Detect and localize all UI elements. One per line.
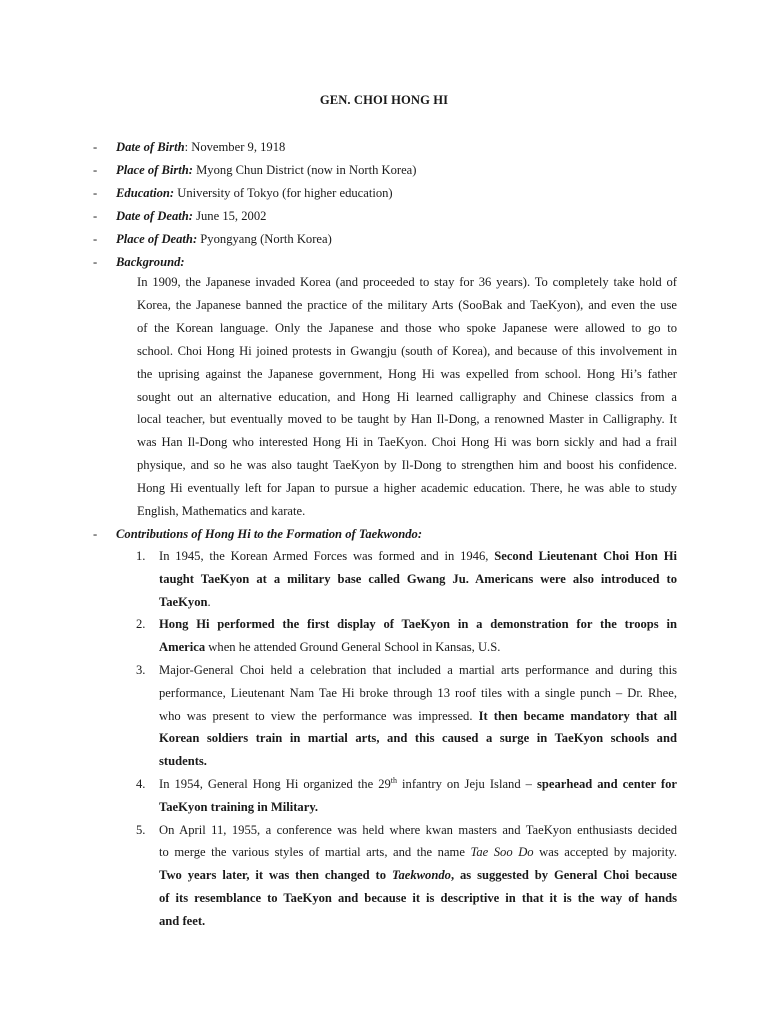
paragraph-line: the uprising against the Japanese government, Hong Hi was expelled from school. Hong Hi’s father <box>137 366 677 381</box>
contributions-section <box>0 523 768 546</box>
paragraph-line: Korea, the Japanese banned the practice of the military Arts (SooBak and TaeKyon), and even the use <box>137 297 677 312</box>
contributions-heading-row <box>0 523 768 546</box>
list-item: 4. In 1954, General Hong Hi organized the 29th infantry on Jeju Island – spearhead and center for TaeKyon training in Military. <box>0 773 768 819</box>
fact-label: Education: <box>116 186 175 200</box>
item-number: 3. <box>136 662 146 677</box>
fact-value: Myong Chun District (now in North Korea) <box>196 163 417 177</box>
paragraph-line: school. Choi Hong Hi joined protests in Gwangju (south of Korea), and because of this involvement in <box>137 343 677 358</box>
fact-education <box>0 182 768 205</box>
paragraph-line: of the Korean language. Only the Japanese and those who spoke Japanese were allowed to go to <box>137 320 677 335</box>
fact-place-of-death <box>0 228 768 251</box>
list-item: 2. Hong Hi performed the first display of TaeKyon in a demonstration for the troops in America when he attended Ground General School in Kansas, U.S. <box>0 613 768 659</box>
fact-label: Place of Birth: <box>116 163 193 177</box>
bullet-dash: - <box>93 255 98 269</box>
item-number: 5. <box>136 822 146 837</box>
item-number: 2. <box>136 617 146 632</box>
item-number: 4. <box>136 776 146 791</box>
paragraph-line: Hong Hi eventually left for Japan to pursue a higher academic education. There, he was able to study <box>137 481 677 496</box>
bullet-dash: - <box>93 527 98 541</box>
fact-list <box>0 136 768 274</box>
list-item: 5. On April 11, 1955, a conference was held where kwan masters and TaeKyon enthusiasts decided to merge the various styles of martial arts, and the name Tae Soo Do was accepted by majority. Two years later, it was then changed to Taekwondo, as suggested by General Choi because of its resemblance to TaeKyon and because it is descriptive in that it is the way of hands and feet. <box>0 819 768 933</box>
bullet-dash: - <box>93 140 98 154</box>
fact-label: Place of Death: <box>116 232 198 246</box>
fact-value: June 15, 2002 <box>196 209 267 223</box>
bullet-dash: - <box>93 163 98 177</box>
document-title: GEN. CHOI HONG HI <box>319 93 449 107</box>
bullet-dash: - <box>93 186 98 200</box>
paragraph-line: sought out an alternative education, and Hong Hi learned calligraphy and Chinese classics from a <box>137 389 677 404</box>
paragraph-line: physique, and so he was also taught TaeKyon by Il-Dong to strengthen him and boost his confidence. <box>137 458 677 473</box>
paragraph-line: In 1909, the Japanese invaded Korea (and proceeded to stay for 36 years). To completely take hold of <box>137 275 677 289</box>
contributions-list <box>0 545 768 933</box>
paragraph-line: English, Mathematics and karate. <box>137 504 306 519</box>
fact-value: University of Tokyo (for higher education) <box>177 186 393 200</box>
fact-date-of-birth: - Date of Birth: November 9, 1918 <box>0 136 768 159</box>
paragraph-line: local teacher, but eventually moved to be taught by Han Il-Dong, a renowned Master in Calligraphy. It <box>137 412 677 427</box>
fact-value: Pyongyang (North Korea) <box>200 232 332 246</box>
contributions-heading: Contributions of Hong Hi to the Formation of Taekwondo: <box>116 527 423 541</box>
fact-label: Date of Birth <box>116 140 185 154</box>
fact-label: Background: <box>116 255 185 269</box>
paragraph-line: was Han Il-Dong who interested Hong Hi in TaeKyon. Choi Hong Hi was born sickly and had a frail <box>137 435 677 450</box>
list-item: 1. In 1945, the Korean Armed Forces was formed and in 1946, Second Lieutenant Choi Hon Hi taught TaeKyon at a military base called Gwang Ju. Americans were also introduced to TaeKyon. <box>0 545 768 613</box>
fact-value: November 9, 1918 <box>191 140 286 154</box>
background-paragraph <box>137 271 677 523</box>
item-number: 1. <box>136 549 146 563</box>
list-item: 3. Major-General Choi held a celebration that included a martial arts performance and during this performance, Lieutenant Nam Tae Hi broke through 13 roof tiles with a single punch – Dr. Rhee, who was present to view the performance was impressed. It then became mandatory that all Korean soldiers train in martial arts, and this caused a surge in TaeKyon schools and students. <box>0 659 768 773</box>
bullet-dash: - <box>93 209 98 223</box>
fact-date-of-death <box>0 205 768 228</box>
bullet-dash: - <box>93 232 98 246</box>
fact-label: Date of Death: <box>116 209 193 223</box>
fact-place-of-birth <box>0 159 768 182</box>
